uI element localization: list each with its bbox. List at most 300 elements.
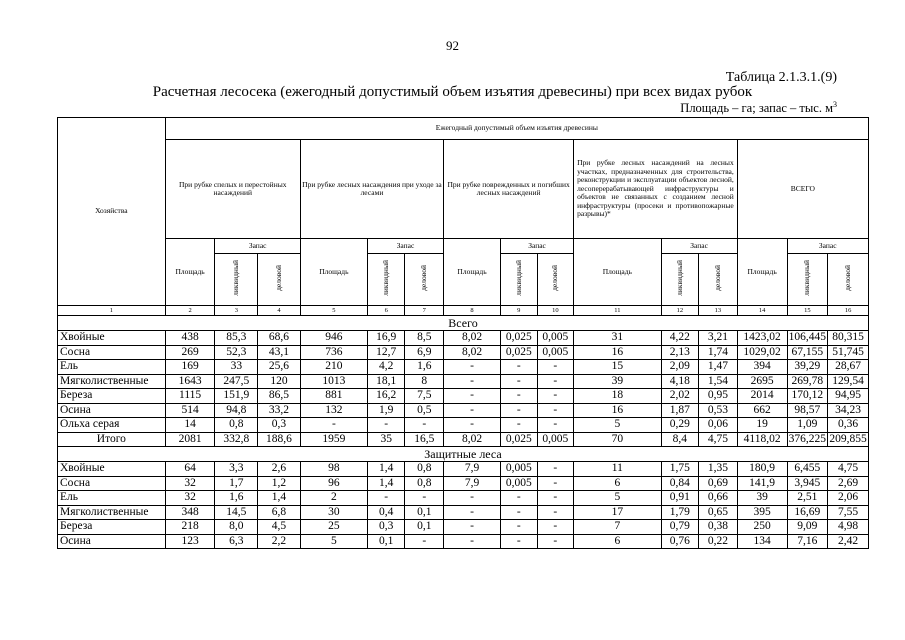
section-title: Всего — [58, 316, 869, 331]
row-name: Береза — [58, 389, 166, 404]
table-cell: 19 — [737, 418, 787, 433]
table-cell: 395 — [737, 505, 787, 520]
table-cell: - — [537, 389, 574, 404]
table-cell: 2,09 — [661, 360, 699, 375]
table-cell: 2,13 — [661, 345, 699, 360]
table-cell: - — [537, 418, 574, 433]
table-cell: 8 — [405, 374, 444, 389]
table-cell: - — [500, 534, 537, 549]
table-cell: - — [444, 491, 501, 506]
table-cell: - — [444, 360, 501, 375]
table-row — [58, 462, 869, 477]
table-cell: 39,29 — [787, 360, 828, 375]
header-business — [258, 254, 301, 306]
table-cell: 0,005 — [500, 462, 537, 477]
row-name: Осина — [58, 534, 166, 549]
column-number: 9 — [500, 306, 537, 316]
header-total: ВСЕГО — [737, 140, 868, 239]
units-superscript: 3 — [833, 100, 837, 109]
table-cell: 1,87 — [661, 403, 699, 418]
table-cell: 736 — [300, 345, 367, 360]
table-cell: - — [537, 462, 574, 477]
column-number: 14 — [737, 306, 787, 316]
column-number: 8 — [444, 306, 501, 316]
table-cell: 1,7 — [215, 476, 258, 491]
table-row — [58, 534, 869, 549]
table-row — [58, 520, 869, 535]
table-cell: 1,6 — [215, 491, 258, 506]
table-cell: 0,1 — [367, 534, 405, 549]
table-cell: 4,98 — [828, 520, 869, 535]
table-cell: - — [537, 374, 574, 389]
table-cell: 2014 — [737, 389, 787, 404]
header-business-label: деловой — [550, 265, 560, 292]
table-cell: 0,66 — [699, 491, 738, 506]
table-row — [58, 505, 869, 520]
table-cell: 438 — [165, 331, 215, 346]
table-cell: 0,91 — [661, 491, 699, 506]
table-cell: 51,745 — [828, 345, 869, 360]
table-cell: 120 — [258, 374, 301, 389]
table-cell: 6 — [574, 476, 661, 491]
table-cell: 6,8 — [258, 505, 301, 520]
column-number: 7 — [405, 306, 444, 316]
header-liquid — [787, 254, 828, 306]
header-area: Площадь — [574, 239, 661, 306]
table-cell: 269,78 — [787, 374, 828, 389]
section-title: Защитные леса — [58, 447, 869, 462]
table-cell: - — [444, 374, 501, 389]
table-cell: 4,5 — [258, 520, 301, 535]
table-cell: 14,5 — [215, 505, 258, 520]
table-title: Расчетная лесосека (ежегодный допустимый объем изъятия древесины) при всех видах рубок — [152, 84, 753, 100]
header-area: Площадь — [300, 239, 367, 306]
header-group: Ежегодный допустимый объем изъятия древесины — [165, 118, 868, 140]
header-business-label: деловой — [842, 265, 852, 292]
header-business-label: деловой — [419, 265, 429, 292]
table-cell: 30 — [300, 505, 367, 520]
table-cell: 8,02 — [444, 432, 501, 447]
column-number: 1 — [58, 306, 166, 316]
table-cell: 8,4 — [661, 432, 699, 447]
table-cell: - — [300, 418, 367, 433]
table-cell: 0,79 — [661, 520, 699, 535]
table-row — [58, 418, 869, 433]
table-cell: 0,1 — [405, 520, 444, 535]
table-cell: 85,3 — [215, 331, 258, 346]
row-name: Хвойные — [58, 331, 166, 346]
table-cell: 0,76 — [661, 534, 699, 549]
table-cell: 94,8 — [215, 403, 258, 418]
header-liquid-label: ликвидный — [802, 260, 812, 297]
table-row — [58, 360, 869, 375]
table-cell: 16,9 — [367, 331, 405, 346]
table-cell: 8,0 — [215, 520, 258, 535]
row-name: Береза — [58, 520, 166, 535]
table-cell: 0,005 — [537, 432, 574, 447]
table-cell: 8,5 — [405, 331, 444, 346]
table-cell: 662 — [737, 403, 787, 418]
column-number: 5 — [300, 306, 367, 316]
table-cell: 247,5 — [215, 374, 258, 389]
table-cell: 4,75 — [828, 462, 869, 477]
header-stock: Запас — [500, 239, 573, 254]
table-cell: 2695 — [737, 374, 787, 389]
header-stock: Запас — [367, 239, 443, 254]
table-cell: - — [500, 389, 537, 404]
header-stock: Запас — [215, 239, 300, 254]
units-note — [680, 100, 837, 116]
table-cell: - — [537, 403, 574, 418]
table-cell: 67,155 — [787, 345, 828, 360]
table-cell: 39 — [737, 491, 787, 506]
header-liquid-label: ликвидный — [231, 260, 241, 297]
table-row — [58, 389, 869, 404]
table-cell: - — [500, 403, 537, 418]
table-cell: 209,855 — [829, 432, 867, 445]
table-cell: 28,67 — [828, 360, 869, 375]
table-cell: 332,8 — [215, 432, 258, 447]
table-cell: 1,4 — [258, 491, 301, 506]
table-cell: 0,95 — [699, 389, 738, 404]
table-cell: 0,025 — [500, 345, 537, 360]
table-cell: 1,09 — [787, 418, 828, 433]
row-name: Осина — [58, 403, 166, 418]
table-cell: 3,21 — [699, 331, 738, 346]
header-business — [699, 254, 738, 306]
table-cell: 18,1 — [367, 374, 405, 389]
table-cell: 96 — [300, 476, 367, 491]
table-cell: 25,6 — [258, 360, 301, 375]
table-cell: 35 — [367, 432, 405, 447]
table-cell: - — [537, 534, 574, 549]
column-number: 16 — [828, 306, 869, 316]
table-cell: 106,445 — [788, 331, 826, 344]
table-cell: - — [405, 491, 444, 506]
table-row — [58, 331, 869, 346]
table-cell: 6 — [574, 534, 661, 549]
table-cell: 141,9 — [737, 476, 787, 491]
table-number: Таблица 2.1.3.1.(9) — [725, 70, 837, 85]
header-liquid-label: ликвидный — [674, 260, 684, 297]
table-row — [58, 345, 869, 360]
table-cell: - — [500, 374, 537, 389]
table-cell: 1,9 — [367, 403, 405, 418]
table-cell: 2,42 — [828, 534, 869, 549]
table-cell: 33,2 — [258, 403, 301, 418]
table-cell: 17 — [574, 505, 661, 520]
header-stock: Запас — [787, 239, 869, 254]
table-cell: 218 — [165, 520, 215, 535]
header-liquid — [367, 254, 405, 306]
table-cell: 1,4 — [367, 476, 405, 491]
table-cell: - — [405, 534, 444, 549]
table-cell: 98,57 — [787, 403, 828, 418]
table-row — [58, 374, 869, 389]
table-cell: 7,55 — [828, 505, 869, 520]
table-cell: - — [500, 520, 537, 535]
row-name: Хвойные — [58, 462, 166, 477]
row-name: Ель — [58, 491, 166, 506]
table-cell: 1,74 — [699, 345, 738, 360]
column-number: 11 — [574, 306, 661, 316]
table-cell: 0,005 — [500, 476, 537, 491]
table-cell: - — [537, 520, 574, 535]
table-cell: 1959 — [300, 432, 367, 447]
table-cell: 6,9 — [405, 345, 444, 360]
table-cell: 1,6 — [405, 360, 444, 375]
table-cell: 7,16 — [787, 534, 828, 549]
column-number: 4 — [258, 306, 301, 316]
table-cell: 1,35 — [699, 462, 738, 477]
table-cell: 1,79 — [661, 505, 699, 520]
table-cell: 33 — [215, 360, 258, 375]
table-cell: 6,455 — [787, 462, 828, 477]
table-cell: 86,5 — [258, 389, 301, 404]
table-cell: - — [500, 418, 537, 433]
table-cell: 12,7 — [367, 345, 405, 360]
table-cell: 210 — [300, 360, 367, 375]
row-name: Мягколиственные — [58, 374, 166, 389]
column-number: 10 — [537, 306, 574, 316]
table-cell: 80,315 — [828, 331, 869, 346]
column-number: 12 — [661, 306, 699, 316]
table-cell: 8,02 — [444, 331, 501, 346]
header-farms: Хозяйства — [58, 118, 166, 306]
row-name: Ель — [58, 360, 166, 375]
table-cell: 2,02 — [661, 389, 699, 404]
table-cell: 9,09 — [787, 520, 828, 535]
table-body — [58, 316, 869, 549]
table-cell: 269 — [165, 345, 215, 360]
table-cell: 123 — [165, 534, 215, 549]
row-name: Сосна — [58, 345, 166, 360]
header-business — [405, 254, 444, 306]
column-number: 2 — [165, 306, 215, 316]
table-cell: 7 — [574, 520, 661, 535]
table-cell: 0,36 — [828, 418, 869, 433]
table-cell: - — [537, 476, 574, 491]
table-cell: 98 — [300, 462, 367, 477]
table-cell: 169 — [165, 360, 215, 375]
header-area: Площадь — [444, 239, 501, 306]
table-cell: 0,005 — [537, 331, 574, 346]
table-cell: 94,95 — [828, 389, 869, 404]
table-cell: 348 — [165, 505, 215, 520]
table-cell: 0,025 — [500, 331, 537, 346]
table-cell: 68,6 — [258, 331, 301, 346]
table-cell: 2,6 — [258, 462, 301, 477]
table-cell: 376,225 — [788, 432, 826, 445]
row-name: Итого — [58, 432, 166, 447]
table-cell: - — [444, 505, 501, 520]
table-cell: 0,8 — [215, 418, 258, 433]
header-damaged: При рубке поврежденных и погибших лесных насаждений — [444, 140, 574, 239]
table-cell: 25 — [300, 520, 367, 535]
header-business-label: деловой — [273, 265, 283, 292]
table-cell: 4118,02 — [737, 432, 787, 447]
table-cell: 15 — [574, 360, 661, 375]
table-cell: 0,22 — [699, 534, 738, 549]
table-cell: 16,69 — [787, 505, 828, 520]
table-cell: 4,18 — [661, 374, 699, 389]
table-cell: 4,22 — [661, 331, 699, 346]
table-cell: - — [537, 491, 574, 506]
table-cell: 0,84 — [661, 476, 699, 491]
column-numbers-row — [58, 306, 869, 316]
section-header-row — [58, 316, 869, 331]
table-cell: 3,945 — [787, 476, 828, 491]
table-cell: 5 — [300, 534, 367, 549]
header-liquid — [215, 254, 258, 306]
table-cell: 180,9 — [737, 462, 787, 477]
table-cell: 2081 — [165, 432, 215, 447]
table-cell: 2,06 — [828, 491, 869, 506]
table-cell: 394 — [737, 360, 787, 375]
table-cell: 188,6 — [258, 432, 301, 447]
header-business — [828, 254, 869, 306]
table-cell: 2,2 — [258, 534, 301, 549]
table-cell: - — [444, 520, 501, 535]
table-cell: 39 — [574, 374, 661, 389]
total-row — [58, 432, 869, 447]
table-cell: 1643 — [165, 374, 215, 389]
table-cell: - — [500, 360, 537, 375]
header-liquid-label: ликвидный — [380, 260, 390, 297]
table-cell: 0,025 — [500, 432, 537, 447]
table-cell: 0,005 — [537, 345, 574, 360]
table-cell: 881 — [300, 389, 367, 404]
table-cell: 0,1 — [405, 505, 444, 520]
column-number: 15 — [787, 306, 828, 316]
table-cell: 151,9 — [215, 389, 258, 404]
table-cell: 0,69 — [699, 476, 738, 491]
table-cell: 1115 — [165, 389, 215, 404]
table-cell: - — [444, 534, 501, 549]
header-liquid — [661, 254, 699, 306]
table-cell: 514 — [165, 403, 215, 418]
column-number: 3 — [215, 306, 258, 316]
table-cell: 8,02 — [444, 345, 501, 360]
table-cell: 0,29 — [661, 418, 699, 433]
table-cell: 0,65 — [699, 505, 738, 520]
table-cell: 14 — [165, 418, 215, 433]
table-cell: 132 — [300, 403, 367, 418]
table-cell: 134 — [737, 534, 787, 549]
allowable-cut-table — [57, 117, 869, 549]
header-area: Площадь — [737, 239, 787, 306]
page-number: 92 — [446, 38, 459, 53]
table-cell: 0,38 — [699, 520, 738, 535]
table-cell: 0,8 — [405, 462, 444, 477]
table-cell: 1,54 — [699, 374, 738, 389]
table-cell: 170,12 — [787, 389, 828, 404]
table-cell: 1013 — [300, 374, 367, 389]
header-stock: Запас — [661, 239, 737, 254]
table-cell: 946 — [300, 331, 367, 346]
table-cell: 52,3 — [215, 345, 258, 360]
column-number: 13 — [699, 306, 738, 316]
table-cell: 2,69 — [828, 476, 869, 491]
table-cell: 2,51 — [787, 491, 828, 506]
table-cell: 0,53 — [699, 403, 738, 418]
row-name: Ольха серая — [58, 418, 166, 433]
table-cell: 32 — [165, 476, 215, 491]
header-infra: При рубке лесных насаждений на лесных участках, предназначенных для строительства, реконструкции и эксплуатации объектов лесной, лесоперерабатывающей инфраструктуры и объектов не связанных с созданием лесной инфраструктуры (просеки и противопожарные разрывы)* — [574, 140, 738, 239]
table-cell: 3,3 — [215, 462, 258, 477]
header-liquid-label: ликвидный — [513, 260, 523, 297]
table-cell: - — [405, 418, 444, 433]
table-cell: 16,2 — [367, 389, 405, 404]
table-cell: 1,47 — [699, 360, 738, 375]
table-cell: 1,2 — [258, 476, 301, 491]
table-cell: - — [367, 491, 405, 506]
table-cell: 0,3 — [258, 418, 301, 433]
table-cell: - — [444, 418, 501, 433]
table-cell: 5 — [574, 491, 661, 506]
header-care: При рубке лесных насаждения при уходе за лесами — [300, 140, 443, 239]
table-cell: 129,54 — [828, 374, 869, 389]
table-cell: 43,1 — [258, 345, 301, 360]
table-cell: 4,75 — [699, 432, 738, 447]
header-business — [537, 254, 574, 306]
units-text: Площадь – га; запас – тыс. м — [680, 101, 833, 116]
table-cell: 0,3 — [367, 520, 405, 535]
table-cell: - — [537, 505, 574, 520]
table-cell: 4,2 — [367, 360, 405, 375]
table-cell: 5 — [574, 418, 661, 433]
table-cell: 64 — [165, 462, 215, 477]
table-cell: - — [444, 403, 501, 418]
table-cell: 1423,02 — [737, 331, 787, 346]
table-cell: - — [500, 505, 537, 520]
table-cell: 16 — [574, 345, 661, 360]
table-cell: 0,5 — [405, 403, 444, 418]
table-cell: 16,5 — [405, 432, 444, 447]
table-cell: 250 — [737, 520, 787, 535]
header-area: Площадь — [165, 239, 215, 306]
table-cell: 11 — [574, 462, 661, 477]
table-cell: 1029,02 — [737, 345, 787, 360]
table-row — [58, 403, 869, 418]
table-row — [58, 491, 869, 506]
table-cell: 34,23 — [828, 403, 869, 418]
section-header-row — [58, 447, 869, 462]
table-cell: 1,75 — [661, 462, 699, 477]
table-cell: 0,06 — [699, 418, 738, 433]
row-name: Мягколиственные — [58, 505, 166, 520]
header-mature: При рубке спелых и перестойных насаждений — [165, 140, 300, 239]
table-cell: 7,5 — [405, 389, 444, 404]
header-business-label: деловой — [712, 265, 722, 292]
table-cell: 32 — [165, 491, 215, 506]
table-cell: 7,9 — [444, 476, 501, 491]
header-liquid — [500, 254, 537, 306]
table-cell: - — [367, 418, 405, 433]
table-cell: - — [537, 360, 574, 375]
table-cell: 18 — [574, 389, 661, 404]
row-name: Сосна — [58, 476, 166, 491]
table-cell: 7,9 — [444, 462, 501, 477]
table-cell: 70 — [574, 432, 661, 447]
table-cell: 2 — [300, 491, 367, 506]
table-cell: 0,8 — [405, 476, 444, 491]
column-number: 6 — [367, 306, 405, 316]
table-cell: - — [500, 491, 537, 506]
table-row — [58, 476, 869, 491]
table-cell: - — [444, 389, 501, 404]
table-cell: 1,4 — [367, 462, 405, 477]
